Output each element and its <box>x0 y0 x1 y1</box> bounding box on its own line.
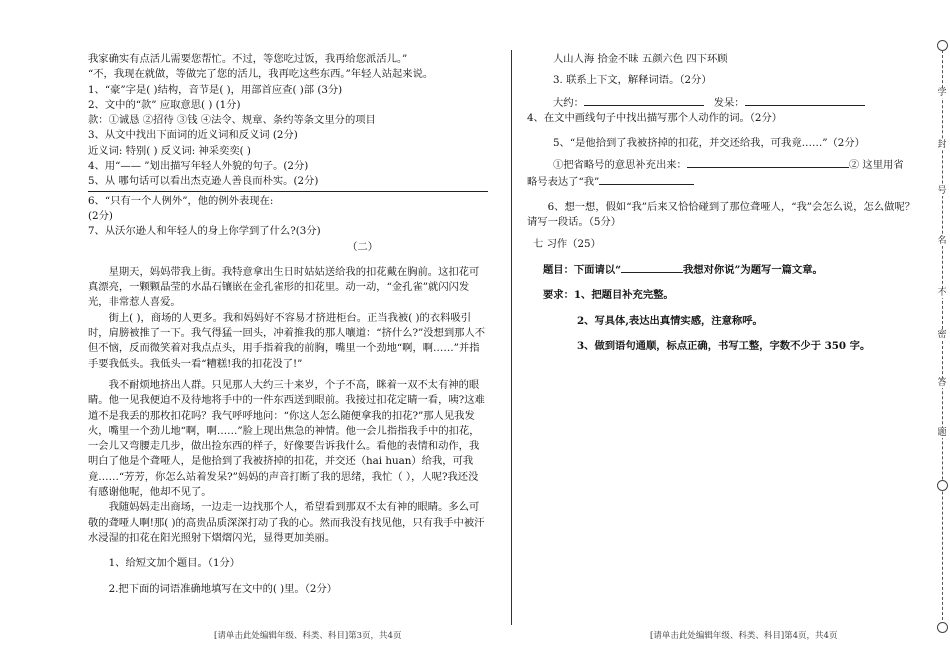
passage-paragraph: 星期天，妈妈带我上街。我特意拿出生日时姑姑送给我的扣花戴在胸前。这扣花可真漂亮，一颗颗晶莹的水晶石镶嵌在金孔雀形的扣花里。动一动，“金孔雀”就闪闪发光，非常惹人喜爱。 <box>88 265 480 309</box>
question-line: 5、“是他拾到了我被挤掉的扣花，并交还给我，可我竟……”（2分） <box>553 137 865 150</box>
question-line: 1、“豪”字是( )结构，音节是( )，用部首应查( )部 (3分) <box>88 83 343 96</box>
binding-char: 答 <box>937 378 947 388</box>
binding-char: 学 <box>937 88 947 98</box>
text-line: “不，我现在就做，等做完了您的活儿，我再吃这些东西。”年轻人站起来说。 <box>88 68 434 81</box>
answer-label: ② 这里用省 <box>848 159 904 172</box>
question-line: 7、从沃尔逊人和年轻人的身上你学到了什么?(3分) <box>88 225 321 238</box>
answer-label: 发呆： <box>713 96 745 109</box>
binding-circle <box>937 40 948 51</box>
binding-char: 不 <box>937 288 947 298</box>
binding-char: 封 <box>937 140 947 150</box>
left-column <box>88 52 488 597</box>
question-line: 4、在文中画线句子中找出描写那个人动作的词。（2分） <box>527 111 783 124</box>
topic-blank[interactable] <box>621 262 683 273</box>
word-bank: 人山人海 拾金不昧 五颜六色 四下环顾 <box>553 53 728 65</box>
binding-circle <box>937 622 948 633</box>
binding-char: 号 <box>937 186 947 196</box>
answer-rule <box>88 191 488 192</box>
composition-topic <box>527 262 922 278</box>
passage-paragraph: 街上( )，商场的人更多。我和妈妈好不容易才挤进柜台。正当我被( )的衣料吸引时，肩膀被推了一下。我气得猛一回头，冲着推我的那人嚷道：“挤什么?”没想到那人不但不恼，反而微笑着对我点点头，用手指着我的前胸，嘴里一个劲地“啊，啊……”并指手要我低头。我低头一看“糟糕!我的扣花没了!” <box>88 311 486 370</box>
page-footer-left[interactable]: [请单击此处编辑年级、科类、科目]第3页，共4页 <box>214 631 402 641</box>
binding-char: 密 <box>937 330 947 340</box>
right-column <box>527 52 922 354</box>
answer-blank[interactable] <box>599 174 694 185</box>
column-divider <box>511 50 512 625</box>
text-line: 我家确实有点活儿需要您帮忙。不过，等您吃过饭，我再给您派活儿。” <box>88 53 408 65</box>
question-line: 2.把下面的词语准确地填写在文中的( )里。（2分） <box>108 582 338 595</box>
question-line: 6、“只有一个人例外”，他的例外表现在: <box>88 194 274 207</box>
requirement-line: 3、做到语句通顺，标点正确，书写工整，字数不少于 350 字。 <box>577 339 871 352</box>
passage-paragraph: 我随妈妈走出商场，一边走一边找那个人，希望看到那双不太有神的眼睛。多么可敬的聋哑人啊!那( )的高贵品质深深打动了我的心。然而我没有找见他，只有我手中被汗水浸湿的扣花在阳光照射下熠熠闪光，显得更加美丽。 <box>88 501 485 544</box>
binding-char: 题 <box>937 428 947 438</box>
answer-line <box>527 157 922 173</box>
question-line: 5、从 哪句话可以看出杰克逊人善良而朴实。(2分) <box>88 175 319 188</box>
answer-blank[interactable] <box>687 157 849 168</box>
question-line: (2分) <box>88 209 113 222</box>
question-line: 4、用“—— ”划出描写年轻人外貌的句子。(2分) <box>88 160 309 173</box>
answer-label: 大约： <box>553 96 584 109</box>
question-line: 1、给短文加个题目。（1分） <box>108 557 241 570</box>
answer-line <box>527 174 922 190</box>
passage-paragraph: 我不耐烦地挤出人群。只见那人大约三十来岁，个子不高，眯着一双不太有神的眼睛。他一见我便迫不及待地将手中的一件东西送到眼前。我接过扣花定睛一看，咦?这难道不是我丢的那枚扣花吗？我气呼呼地问：“你这人怎么随便拿我的扣花?”那人见我发火，嘴里一个劲儿地“啊，啊……”脸上现出焦急的神情。他一会儿指指我手中的扣花，一会儿又弯腰走几步，做出捡东西的样子，好像要告诉我什么。看他的表情和动作，我明白了他是个聋哑人，是他拾到了我被挤掉的扣花，并交还（hai huan）给我，可我竟……“芳芳，你怎么站着发呆?”妈妈的声音打断了我的思绪，我忙（ ），人呢?我还没有感谢他呢，他却不见了。 <box>88 378 485 499</box>
answer-label: ①把省略号的意思补充出来： <box>553 159 687 172</box>
question-line: 6、想一想，假如“我”后来又恰恰碰到了那位聋哑人，“我”会怎么说，怎么做呢？请写一段话。（5分） <box>527 201 915 229</box>
answer-blank[interactable] <box>745 95 865 106</box>
requirement-line: 要求：1、把题目补充完整。 <box>543 289 674 302</box>
binding-char: 名 <box>937 236 947 246</box>
section-title: （二） <box>347 240 378 253</box>
binding-circle <box>937 480 948 491</box>
question-line: 2、文中的“款” 应取意思( ) (1分) <box>88 98 241 111</box>
requirement-line: 2、写具体,表达出真情实感，注意称呼。 <box>577 314 763 327</box>
answer-label: 略号表达了“我” <box>527 175 600 188</box>
question-line: 3、从文中找出下面词的近义词和反义词 (2分) <box>88 129 298 142</box>
question-line: 近义词: 特别( ) 反义词: 神采奕奕( ) <box>88 144 251 157</box>
answer-blank[interactable] <box>584 95 704 106</box>
topic-prefix: 题目：下面请以“ <box>543 263 622 276</box>
question-line: 3. 联系上下文，解释词语。（2分） <box>553 74 712 87</box>
answer-line <box>527 95 922 111</box>
page-footer-right[interactable]: [请单击此处编辑年级、科类、科目]第4页，共4页 <box>650 631 838 641</box>
section-title: 七 习作（25） <box>533 237 601 250</box>
option-line: 款：①诚恳 ②招待 ③钱 ④法令、规章、条约等条文里分的项目 <box>88 114 376 127</box>
topic-suffix: 我想对你说”为题写一篇文章。 <box>683 263 823 276</box>
